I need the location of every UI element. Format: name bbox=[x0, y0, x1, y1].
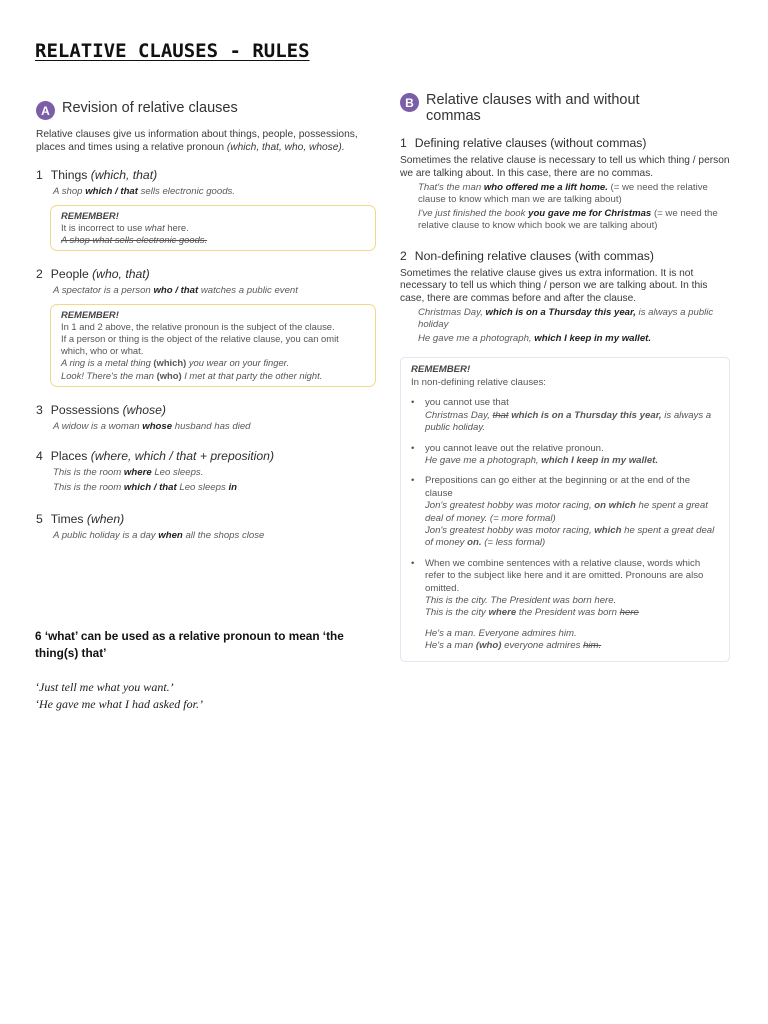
ex-text: This is the room bbox=[53, 467, 124, 479]
bullet-example: He's a man. Everyone admires him. bbox=[425, 627, 577, 639]
ex-text: I've just finished the book bbox=[418, 207, 529, 219]
quote-1: ‘Just tell me what you want.’ bbox=[35, 680, 174, 694]
section-a bbox=[36, 100, 376, 543]
defining-example-2 bbox=[418, 208, 730, 233]
ex-bold: which is on a Thursday this year, bbox=[508, 409, 662, 421]
remember-title: REMEMBER! bbox=[61, 209, 119, 221]
defining-example-1 bbox=[418, 182, 730, 207]
ex-text: is always a public holiday bbox=[418, 306, 714, 331]
ex-bold: where bbox=[488, 607, 517, 619]
sub-label: Non-defining relative clauses (with commas) bbox=[414, 248, 654, 263]
ex-bold: who offered me a lift home. bbox=[483, 181, 608, 193]
rem-bold: (which) bbox=[153, 357, 187, 369]
section-a-intro bbox=[36, 128, 376, 154]
section-b-title-line2: commas bbox=[426, 108, 481, 124]
ex-text: Jon's greatest hobby was motor racing, bbox=[425, 524, 595, 536]
ex-strike: here bbox=[619, 607, 639, 619]
item-num: 2 bbox=[36, 267, 43, 282]
ex-text: A widow is a woman bbox=[53, 420, 143, 432]
item-label: Things bbox=[50, 168, 88, 182]
remember-line bbox=[61, 370, 367, 382]
ex-text: he spent a great deal of money bbox=[425, 524, 715, 549]
ex-bold: on which bbox=[594, 500, 636, 512]
item-num: 5 bbox=[36, 512, 43, 527]
remember-box-1 bbox=[50, 205, 376, 252]
example-people bbox=[53, 285, 376, 298]
section-b-heading bbox=[400, 92, 730, 124]
bullet-text: you cannot leave out the relative pronoun. bbox=[425, 442, 604, 454]
rem-italic: I met at that party the other night. bbox=[181, 369, 323, 381]
ex-text: Christmas Day, bbox=[418, 306, 486, 318]
ex-bold: (who) bbox=[475, 640, 502, 652]
bullet-example bbox=[425, 410, 719, 435]
item-people bbox=[36, 267, 376, 281]
rem-italic: Look! There's the man bbox=[61, 369, 157, 381]
item-possessions bbox=[36, 403, 376, 417]
section-a-title: Revision of relative clauses bbox=[62, 100, 238, 116]
rem-text: here. bbox=[164, 221, 189, 233]
note-6: 6 ‘what’ can be used as a relative pronoun to mean ‘the thing(s) that’ bbox=[35, 629, 344, 660]
bullet-example bbox=[425, 500, 719, 525]
ex-bold: which I keep in my wallet. bbox=[534, 332, 652, 344]
defining-paragraph: Sometimes the relative clause is necessary to tell us which thing / person we are talking about. In this case, there are no commas. bbox=[400, 155, 730, 179]
remember-title: REMEMBER! bbox=[61, 308, 119, 320]
ex-text: A public holiday is a day bbox=[53, 530, 159, 542]
ex-text: He gave me a photograph, bbox=[418, 332, 535, 344]
ex-text: A spectator is a person bbox=[53, 285, 154, 297]
item-paren: (when) bbox=[86, 512, 125, 527]
remember-box-2 bbox=[50, 304, 376, 387]
ex-text: Leo sleeps bbox=[176, 481, 229, 493]
section-b-title bbox=[426, 92, 640, 124]
ex-bold: which / that bbox=[123, 481, 177, 493]
item-num: 1 bbox=[36, 168, 43, 182]
ex-text: Leo sleeps. bbox=[151, 467, 204, 479]
bullet-dot-icon: • bbox=[411, 397, 415, 409]
remember-intro: In non-defining relative clauses: bbox=[411, 376, 546, 388]
example-places-2 bbox=[53, 482, 376, 495]
ex-text: He gave me a photograph, bbox=[425, 454, 542, 466]
ex-text: everyone admires bbox=[501, 640, 584, 652]
remember-line bbox=[61, 357, 367, 369]
ex-bold: who / that bbox=[153, 285, 199, 297]
remember-box-b bbox=[400, 357, 730, 661]
ex-bold: in bbox=[228, 481, 237, 493]
ex-bold: which I keep in my wallet. bbox=[541, 454, 659, 466]
item-label: Possessions bbox=[50, 402, 120, 417]
remember-bullet-3 bbox=[411, 475, 719, 549]
bullet-dot-icon: • bbox=[411, 475, 415, 487]
ex-text: sells electronic goods. bbox=[137, 186, 236, 197]
ex-text: husband has died bbox=[172, 420, 251, 432]
item-times bbox=[36, 512, 376, 526]
sub-label: Defining relative clauses (without commas) bbox=[414, 136, 647, 150]
section-a-badge: A bbox=[36, 101, 55, 120]
remember-bullet-4 bbox=[411, 558, 719, 653]
ex-text: he spent a great deal of money. (= more formal) bbox=[425, 500, 708, 524]
remember-line: In 1 and 2 above, the relative pronoun is the subject of the clause. bbox=[61, 320, 335, 332]
item-paren: (where, which / that + preposition) bbox=[90, 449, 275, 464]
section-b-badge: B bbox=[400, 93, 419, 112]
bullet-example bbox=[425, 525, 719, 550]
example-places-1 bbox=[53, 467, 376, 480]
bullet-example bbox=[425, 607, 719, 619]
sub-num: 1 bbox=[400, 136, 407, 150]
ex-text: This is the city bbox=[425, 607, 489, 619]
non-defining-paragraph: Sometimes the relative clause gives us extra information. It is not necessary to tell us which thing / person we are talking about. In this case, there are commas before and after the clause. bbox=[400, 267, 708, 305]
quote-2: ‘He gave me what I had asked for.’ bbox=[35, 697, 203, 711]
ex-bold: where bbox=[123, 467, 152, 479]
remember-line: If a person or thing is the object of the relative clause, you can omit which, who or what. bbox=[61, 333, 339, 357]
example-times bbox=[53, 530, 376, 543]
ex-strike: that bbox=[492, 409, 509, 421]
remember-line bbox=[61, 222, 367, 234]
page-title: RELATIVE CLAUSES - RULES bbox=[35, 40, 310, 62]
example-possessions bbox=[53, 421, 376, 434]
ex-bold: on. bbox=[467, 537, 482, 549]
bullet-example: This is the city. The President was born here. bbox=[425, 594, 617, 606]
bullet-example bbox=[425, 640, 719, 652]
sub-defining bbox=[400, 136, 730, 150]
ex-text: the President was born bbox=[516, 607, 620, 619]
ex-strike: him. bbox=[583, 640, 602, 652]
remember-bullet-2 bbox=[411, 443, 719, 468]
ex-bold: whose bbox=[142, 420, 173, 432]
bullet-text: you cannot use that bbox=[425, 397, 509, 409]
ex-text: Christmas Day, bbox=[425, 409, 493, 421]
bullet-example bbox=[425, 455, 719, 467]
ex-text: is always a public holiday. bbox=[425, 409, 712, 434]
non-defining-example-2 bbox=[418, 333, 730, 346]
example-things bbox=[53, 186, 376, 199]
ex-bold: which / that bbox=[85, 186, 138, 197]
rem-bold: (who) bbox=[156, 369, 182, 381]
ex-text: Jon's greatest hobby was motor racing, bbox=[425, 500, 595, 512]
section-a-heading bbox=[36, 100, 376, 120]
item-num: 4 bbox=[36, 449, 43, 464]
ex-text: (= we need the relative clause to know which man we are talking about) bbox=[418, 181, 708, 206]
ex-text: A shop bbox=[53, 186, 86, 197]
item-label: Times bbox=[50, 512, 84, 527]
rem-italic: you wear on your finger. bbox=[186, 357, 290, 369]
bullet-dot-icon: • bbox=[411, 442, 415, 454]
ex-bold: which bbox=[594, 524, 622, 536]
bullet-text: Prepositions can go either at the beginning or at the end of the clause bbox=[425, 475, 691, 499]
ex-text: That's the man bbox=[418, 181, 484, 193]
sub-non-defining bbox=[400, 249, 730, 263]
ex-bold: which is on a Thursday this year, bbox=[485, 306, 636, 318]
rem-text: It is incorrect to use bbox=[61, 221, 145, 233]
ex-text: all the shops close bbox=[182, 530, 265, 542]
item-label: Places bbox=[50, 449, 88, 464]
item-paren: (whose) bbox=[122, 402, 166, 417]
remember-strike: A shop what sells electronic goods. bbox=[61, 233, 208, 245]
intro-paren: (which, that, who, whose). bbox=[226, 142, 345, 153]
bullet-dot-icon: • bbox=[411, 557, 415, 569]
section-b bbox=[400, 92, 730, 662]
intro-text: Relative clauses give us information about things, people, possessions, places and times using a relative pronoun bbox=[36, 129, 358, 153]
item-places bbox=[36, 449, 376, 463]
ex-bold: you gave me for Christmas bbox=[528, 207, 652, 219]
ex-text: He's a man bbox=[425, 640, 476, 652]
item-paren: (who, that) bbox=[92, 267, 150, 282]
item-things bbox=[36, 168, 376, 182]
section-b-title-line1: Relative clauses with and without bbox=[426, 92, 640, 108]
ex-text: This is the room bbox=[53, 481, 124, 493]
remember-title: REMEMBER! bbox=[411, 364, 471, 376]
rem-italic: A ring is a metal thing bbox=[61, 357, 154, 369]
non-defining-example-1 bbox=[418, 307, 730, 332]
item-paren: (which, that) bbox=[90, 168, 158, 182]
bullet-text: When we combine sentences with a relative clause, words which refer to the subject like here and it are omitted. Pronouns are also omitted. bbox=[425, 557, 704, 594]
ex-text: (= less formal) bbox=[481, 537, 546, 549]
item-num: 3 bbox=[36, 402, 43, 417]
ex-bold: when bbox=[158, 530, 183, 542]
sub-num: 2 bbox=[400, 248, 407, 263]
ex-text: (= we need the relative clause to know which book we are talking about) bbox=[418, 207, 718, 232]
remember-bullet-1 bbox=[411, 397, 719, 434]
ex-text: watches a public event bbox=[198, 285, 298, 297]
rem-italic: what bbox=[144, 221, 165, 233]
item-label: People bbox=[50, 267, 89, 282]
